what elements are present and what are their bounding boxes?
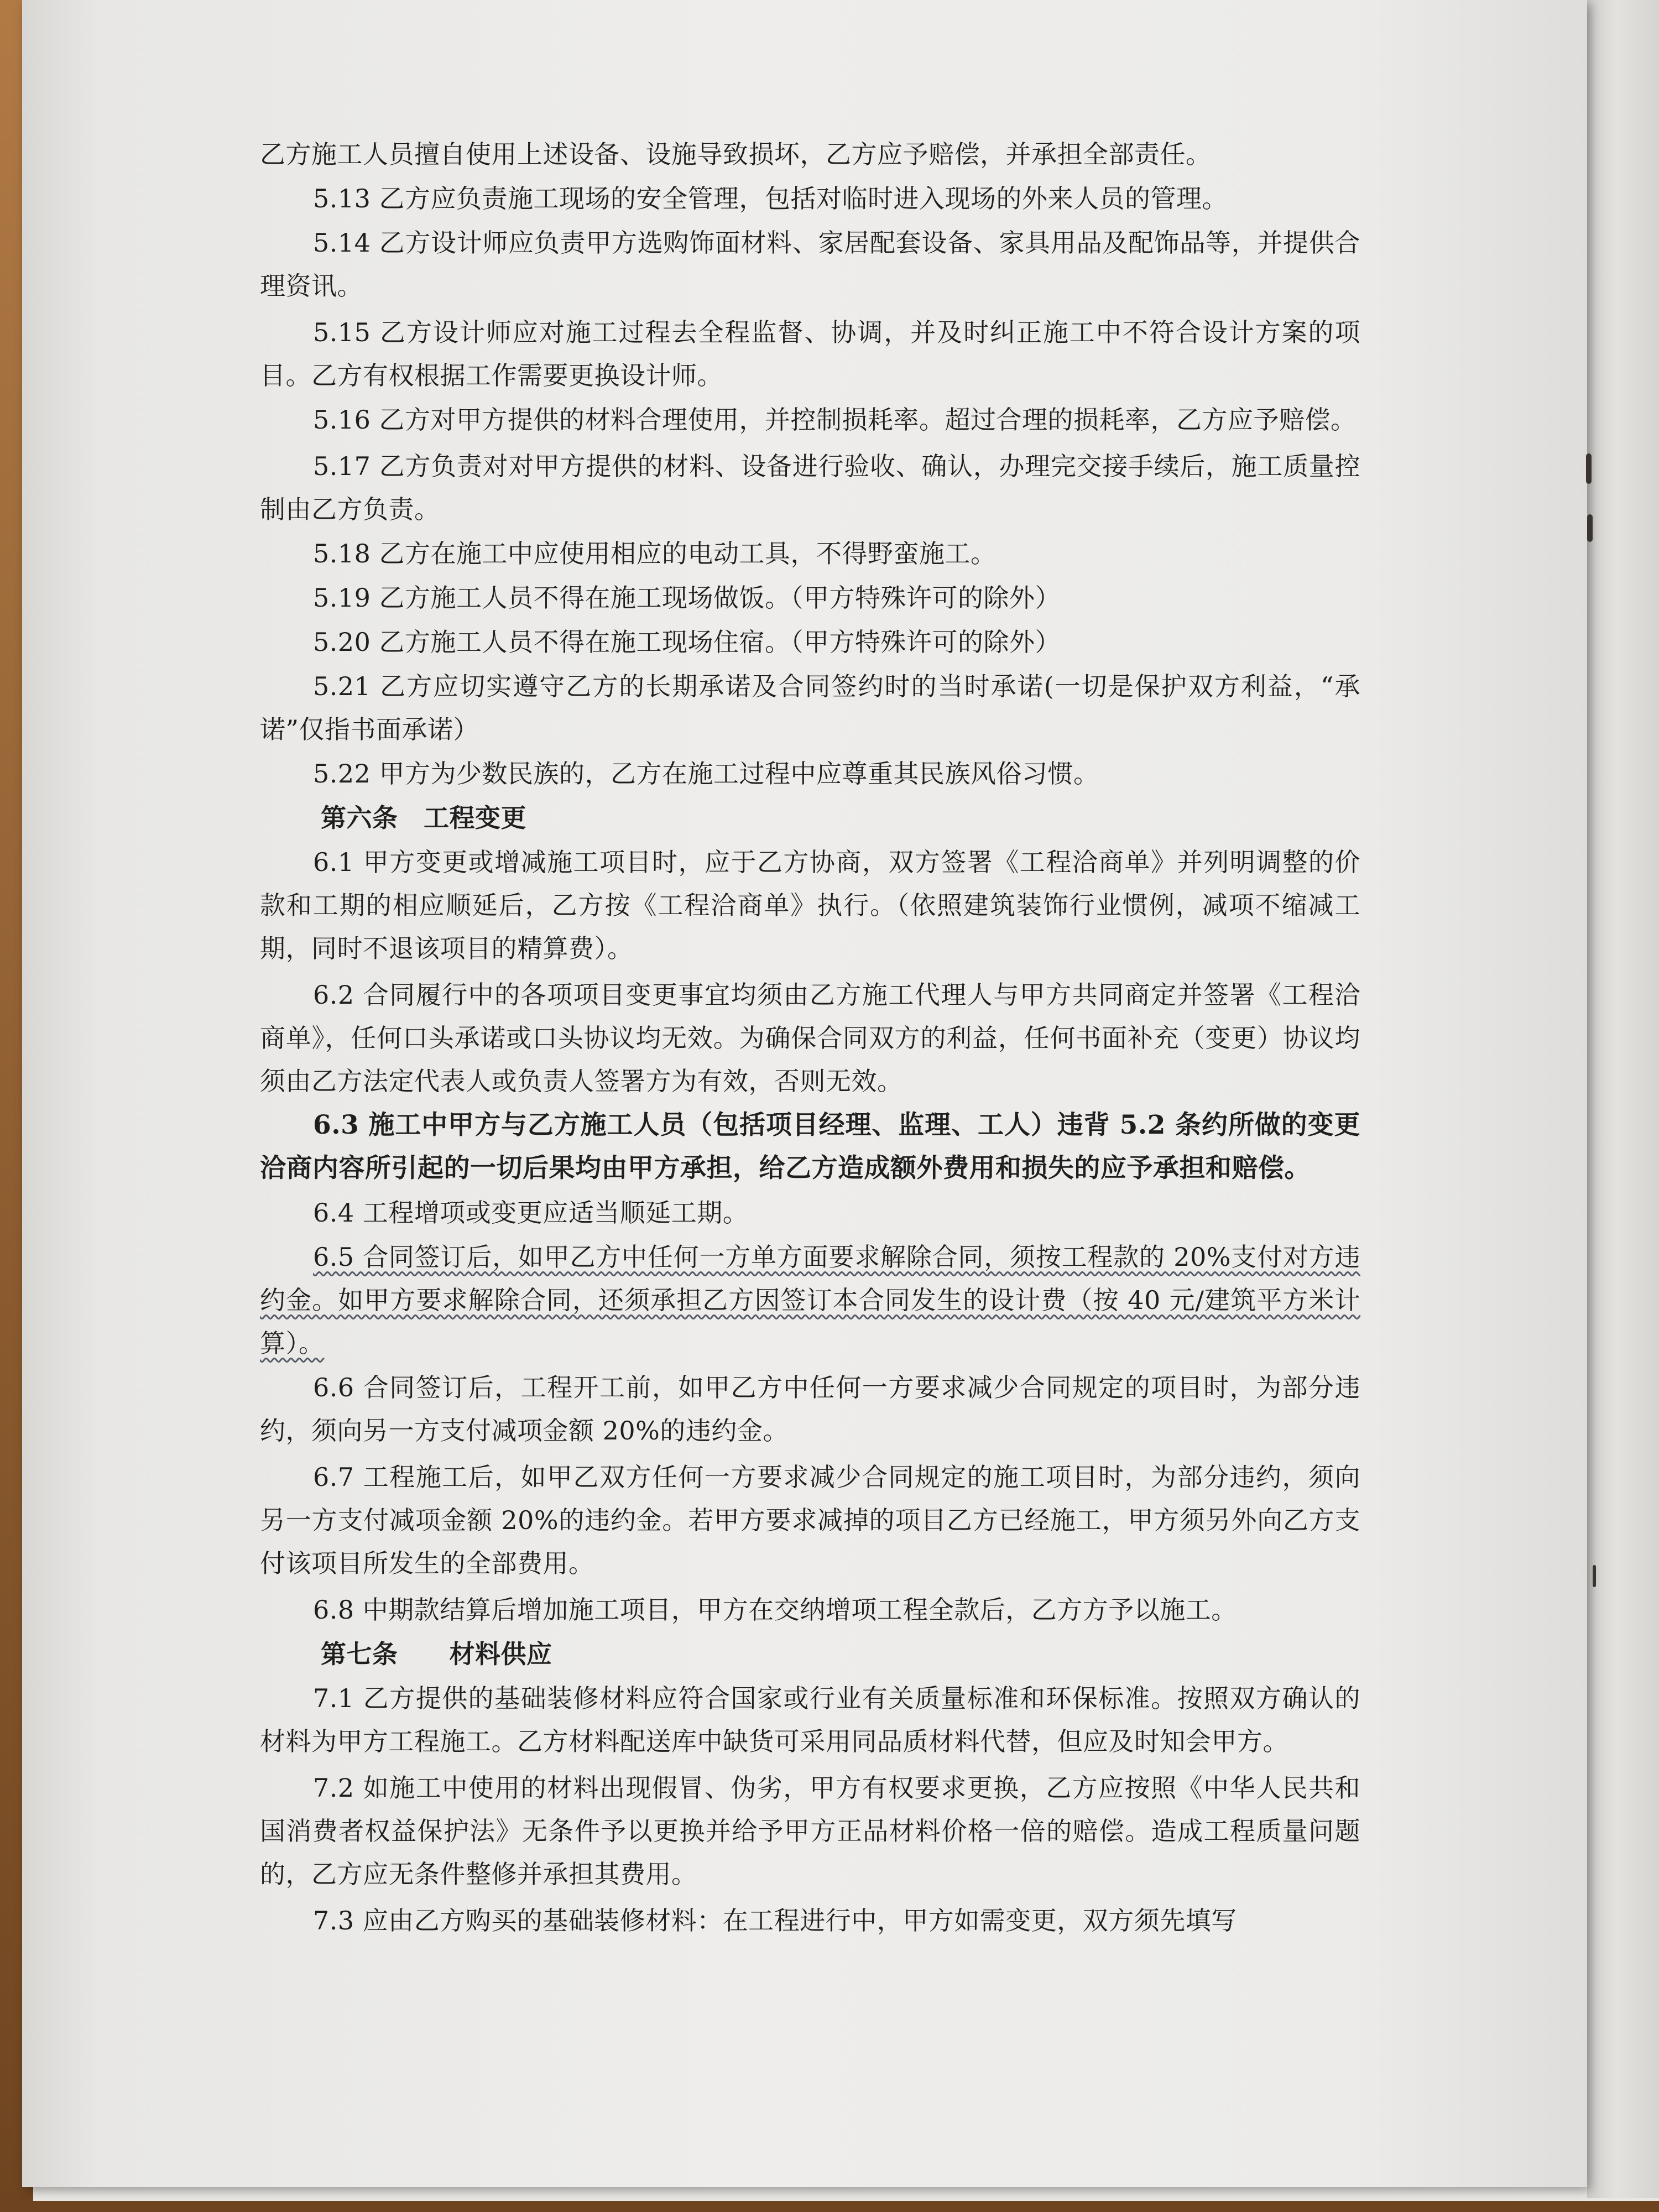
page-stack-edge [1587, 0, 1659, 2198]
clause-6-7: 6.7 工程施工后，如甲乙双方任何一方要求减少合同规定的施工项目时，为部分违约，须向另一方支付减项金额 20%的违约金。若甲方要求减掉的项目乙方已经施工，甲方须另外向乙方支付该项目所发生的全部费用。 [260, 1462, 1360, 1578]
clause-6-2: 6.2 合同履行中的各项项目变更事宜均须由乙方施工代理人与甲方共同商定并签署《工程洽商单》，任何口头承诺或口头协议均无效。为确保合同双方的利益，任何书面补充（变更）协议均须由乙方法定代表人或负责人签署方为有效，否则无效。 [260, 980, 1360, 1096]
paragraph-carryover: 乙方施工人员擅自使用上述设备、设施导致损坏，乙方应予赔偿，并承担全部责任。 [260, 139, 1212, 169]
binding-hole-mark [1587, 514, 1593, 542]
handwritten-underline-annotation: 6.5 合同签订后，如甲乙方中任何一方单方面要求解除合同，须按工程款的 20%支付对方违约金。如甲方要求解除合同，还须承担乙方因签订本合同发生的设计费（按 40 元/建筑平方米计算）。 [260, 1242, 1360, 1358]
contract-text [260, 133, 1360, 1943]
binding-hole-mark [1593, 1565, 1596, 1587]
clause-5-18: 5.18 乙方在施工中应使用相应的电动工具，不得野蛮施工。 [313, 539, 997, 568]
clause-6-4: 6.4 工程增项或变更应适当顺延工期。 [313, 1198, 749, 1228]
clause-6-1: 6.1 甲方变更或增减施工项目时，应于乙方协商，双方签署《工程洽商单》并列明调整的价款和工期的相应顺延后，乙方按《工程洽商单》执行。（依照建筑装饰行业惯例，减项不缩减工期，同时不退该项目的精算费）。 [260, 847, 1360, 963]
clause-7-1: 7.1 乙方提供的基础装修材料应符合国家或行业有关质量标准和环保标准。按照双方确认的材料为甲方工程施工。乙方材料配送库中缺货可采用同品质材料代替，但应及时知会甲方。 [260, 1683, 1360, 1756]
clause-7-3: 7.3 应由乙方购买的基础装修材料：在工程进行中，甲方如需变更，双方须先填写 [313, 1906, 1237, 1936]
binding-hole-mark [1586, 453, 1592, 484]
clause-5-19: 5.19 乙方施工人员不得在施工现场做饭。（甲方特殊许可的除外） [313, 583, 1061, 613]
clause-5-14: 5.14 乙方设计师应负责甲方选购饰面材料、家居配套设备、家具用品及配饰品等，并提供合理资讯。 [260, 228, 1360, 301]
clause-5-17: 5.17 乙方负责对对甲方提供的材料、设备进行验收、确认，办理完交接手续后，施工质量控制由乙方负责。 [260, 451, 1360, 524]
clause-6-8: 6.8 中期款结算后增加施工项目，甲方在交纳增项工程全款后，乙方方予以施工。 [313, 1595, 1237, 1625]
clause-5-13: 5.13 乙方应负责施工现场的安全管理，包括对临时进入现场的外来人员的管理。 [313, 184, 1228, 213]
clause-5-20: 5.20 乙方施工人员不得在施工现场住宿。（甲方特殊许可的除外） [313, 627, 1061, 657]
clause-5-21: 5.21 乙方应切实遵守乙方的长期承诺及合同签约时的当时承诺(一切是保护双方利益，“承诺”仅指书面承诺） [260, 671, 1360, 744]
clause-6-6: 6.6 合同签订后，工程开工前，如甲乙方中任何一方要求减少合同规定的项目时，为部分违约，须向另一方支付减项金额 20%的违约金。 [260, 1373, 1360, 1446]
clause-5-16: 5.16 乙方对甲方提供的材料合理使用，并控制损耗率。超过合理的损耗率，乙方应予赔偿。 [313, 405, 1357, 435]
clause-5-22: 5.22 甲方为少数民族的，乙方在施工过程中应尊重其民族风俗习惯。 [313, 759, 1099, 789]
clause-7-2: 7.2 如施工中使用的材料出现假冒、伪劣，甲方有权要求更换，乙方应按照《中华人民共和国消费者权益保护法》无条件予以更换并给予甲方正品材料价格一倍的赔偿。造成工程质量问题的，乙方应无条件整修并承担其费用。 [260, 1773, 1360, 1889]
clause-5-15: 5.15 乙方设计师应对施工过程去全程监督、协调，并及时纠正施工中不符合设计方案的项目。乙方有权根据工作需要更换设计师。 [260, 317, 1360, 390]
clause-6-3: 6.3 施工中甲方与乙方施工人员（包括项目经理、监理、工人）违背 5.2 条约所做的变更洽商内容所引起的一切后果均由甲方承担，给乙方造成额外费用和损失的应予承担和赔偿。 [260, 1110, 1360, 1183]
section-heading-article-6: 第六条 工程变更 [321, 803, 526, 833]
clause-6-5 [260, 1235, 1360, 1365]
section-heading-article-7: 第七条 材料供应 [321, 1639, 552, 1669]
